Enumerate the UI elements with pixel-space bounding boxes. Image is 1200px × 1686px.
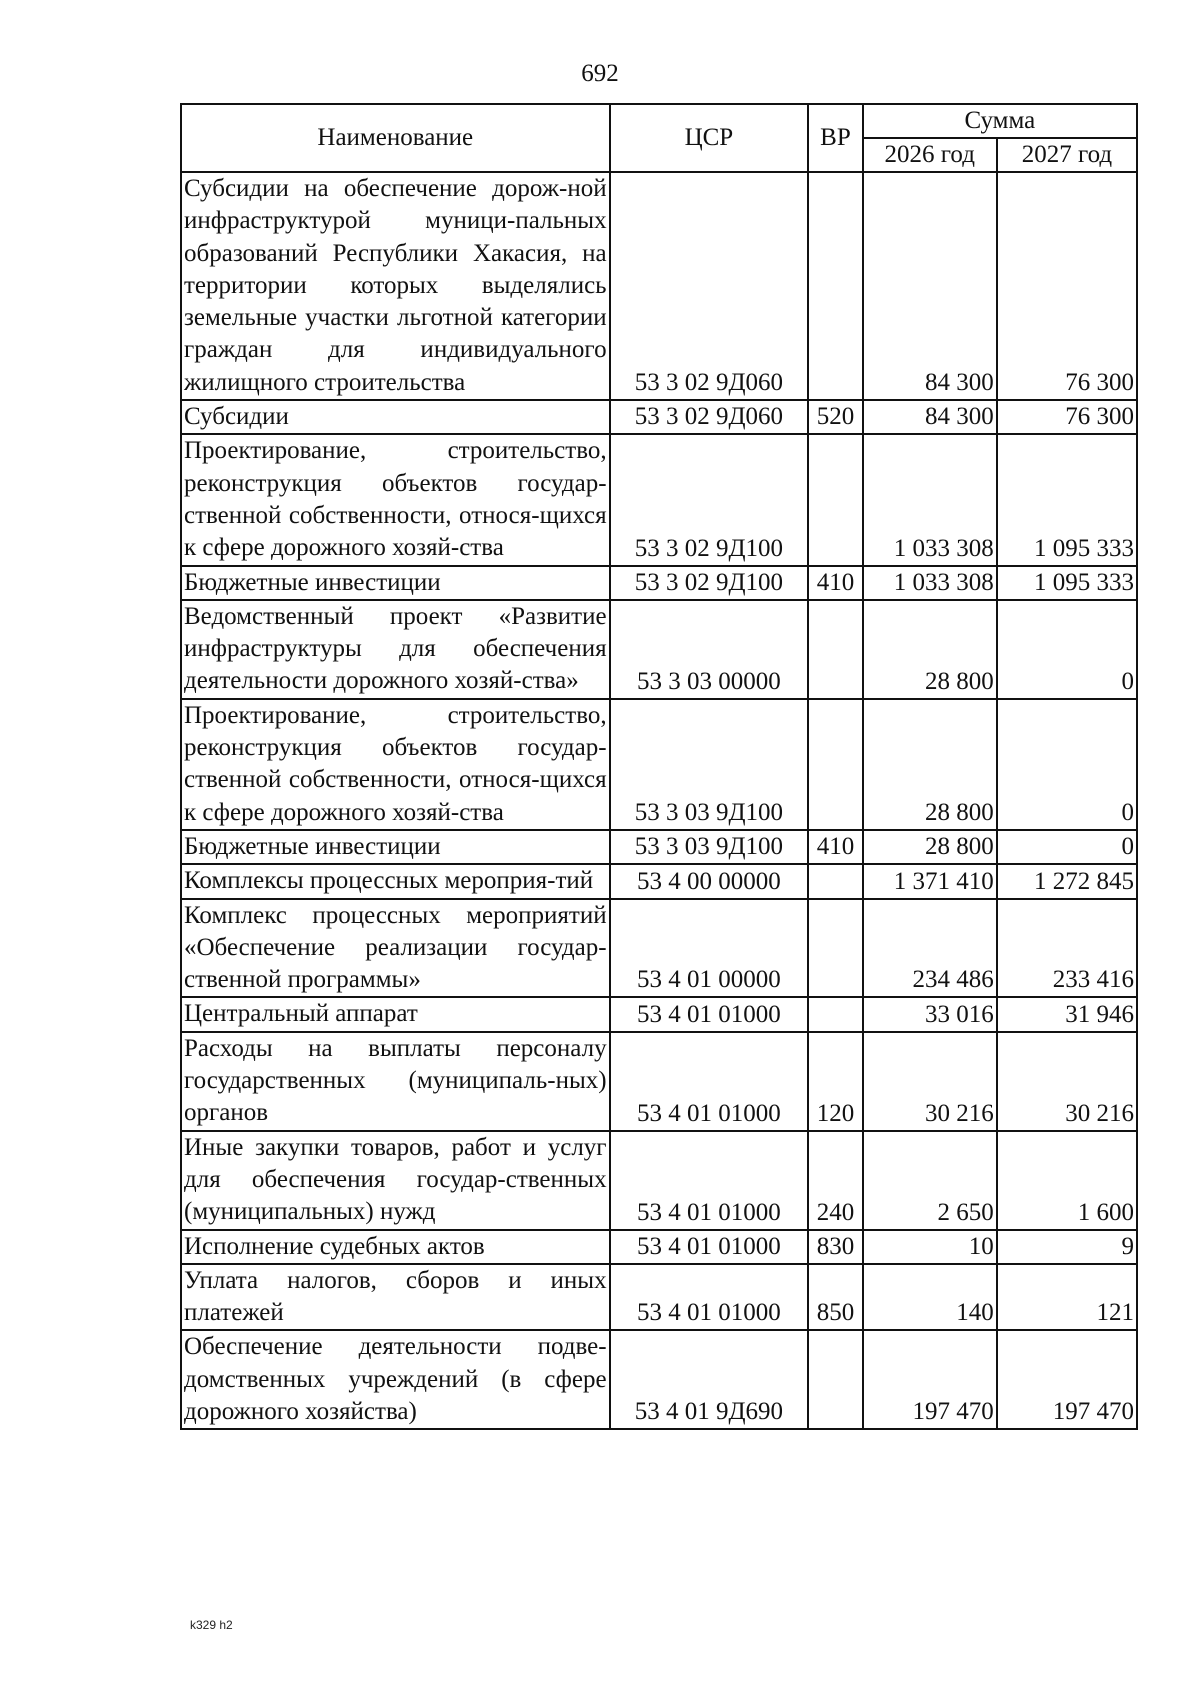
row-vr [808, 1330, 862, 1429]
page-number: 692 [581, 60, 619, 87]
table-row [181, 400, 1137, 434]
table-row [181, 1264, 1137, 1331]
row-csr: 53 4 01 01000 [610, 1230, 809, 1264]
row-sum-2026: 140 [863, 1264, 997, 1331]
header-year-2027: 2027 год [997, 138, 1137, 172]
row-sum-2026: 10 [863, 1230, 997, 1264]
table-row [181, 172, 1137, 400]
row-name: Обеспечение деятельности подве-домственных учреждений (в сфере дорожного хозяйства) [181, 1330, 610, 1429]
row-vr [808, 997, 862, 1031]
table-body [181, 172, 1137, 1429]
row-name: Иные закупки товаров, работ и услуг для обеспечения государ-ственных (муниципальных) нужд [181, 1131, 610, 1230]
row-sum-2027: 0 [997, 600, 1137, 699]
row-name: Комплекс процессных мероприятий «Обеспечение реализации государ-ственной программы» [181, 899, 610, 998]
header-vr: ВР [808, 104, 862, 172]
table-row [181, 1230, 1137, 1264]
row-sum-2026: 28 800 [863, 699, 997, 830]
footer-code: k329 h2 [190, 1618, 233, 1632]
row-name: Бюджетные инвестиции [181, 566, 610, 600]
table-row [181, 1330, 1137, 1429]
table-row [181, 566, 1137, 600]
row-sum-2026: 1 033 308 [863, 566, 997, 600]
row-vr [808, 434, 862, 565]
header-sum: Сумма [863, 104, 1137, 138]
row-sum-2026: 28 800 [863, 600, 997, 699]
row-sum-2026: 28 800 [863, 830, 997, 864]
row-vr: 520 [808, 400, 862, 434]
row-sum-2026: 30 216 [863, 1032, 997, 1131]
row-sum-2027: 0 [997, 699, 1137, 830]
row-vr: 850 [808, 1264, 862, 1331]
row-sum-2027: 76 300 [997, 400, 1137, 434]
row-sum-2027: 197 470 [997, 1330, 1137, 1429]
row-sum-2026: 1 033 308 [863, 434, 997, 565]
row-sum-2027: 1 095 333 [997, 434, 1137, 565]
row-csr: 53 4 01 00000 [610, 899, 809, 998]
row-sum-2026: 33 016 [863, 997, 997, 1031]
row-sum-2026: 2 650 [863, 1131, 997, 1230]
row-csr: 53 4 01 9Д690 [610, 1330, 809, 1429]
row-name: Центральный аппарат [181, 997, 610, 1031]
table-row [181, 1032, 1137, 1131]
row-sum-2026: 197 470 [863, 1330, 997, 1429]
budget-table [180, 103, 1138, 1430]
row-name: Исполнение судебных актов [181, 1230, 610, 1264]
row-csr: 53 4 01 01000 [610, 1264, 809, 1331]
table-row [181, 830, 1137, 864]
table-row [181, 1131, 1137, 1230]
header-name: Наименование [181, 104, 610, 172]
row-vr: 120 [808, 1032, 862, 1131]
table-header [181, 104, 1137, 172]
row-csr: 53 3 02 9Д100 [610, 566, 809, 600]
row-sum-2027: 76 300 [997, 172, 1137, 400]
row-vr [808, 899, 862, 998]
row-name: Субсидии [181, 400, 610, 434]
table-row [181, 899, 1137, 998]
row-csr: 53 3 02 9Д100 [610, 434, 809, 565]
row-sum-2026: 84 300 [863, 172, 997, 400]
row-name: Субсидии на обеспечение дорож-ной инфраструктурой муници-пальных образований Республики Хакасия, на территории которых выделялись земельные участки льготной категории граждан для индивидуального жилищного строительства [181, 172, 610, 400]
row-name: Уплата налогов, сборов и иных платежей [181, 1264, 610, 1331]
row-name: Бюджетные инвестиции [181, 830, 610, 864]
row-csr: 53 3 03 9Д100 [610, 699, 809, 830]
table-row [181, 864, 1137, 898]
row-csr: 53 3 03 00000 [610, 600, 809, 699]
row-sum-2027: 9 [997, 1230, 1137, 1264]
table-row [181, 997, 1137, 1031]
table-row [181, 600, 1137, 699]
row-name: Проектирование, строительство, реконструкция объектов государ-ственной собственности, относя-щихся к сфере дорожного хозяй-ства [181, 699, 610, 830]
row-sum-2027: 121 [997, 1264, 1137, 1331]
row-name: Расходы на выплаты персоналу государственных (муниципаль-ных) органов [181, 1032, 610, 1131]
header-year-2026: 2026 год [863, 138, 997, 172]
row-sum-2027: 1 272 845 [997, 864, 1137, 898]
row-csr: 53 3 03 9Д100 [610, 830, 809, 864]
row-sum-2026: 234 486 [863, 899, 997, 998]
row-vr: 240 [808, 1131, 862, 1230]
row-sum-2027: 233 416 [997, 899, 1137, 998]
row-vr [808, 699, 862, 830]
row-sum-2027: 1 600 [997, 1131, 1137, 1230]
row-sum-2027: 31 946 [997, 997, 1137, 1031]
row-csr: 53 4 01 01000 [610, 997, 809, 1031]
row-vr [808, 864, 862, 898]
row-csr: 53 4 00 00000 [610, 864, 809, 898]
row-sum-2027: 1 095 333 [997, 566, 1137, 600]
row-name: Ведомственный проект «Развитие инфраструктуры для обеспечения деятельности дорожного хозяй-ства» [181, 600, 610, 699]
row-csr: 53 3 02 9Д060 [610, 172, 809, 400]
row-sum-2027: 0 [997, 830, 1137, 864]
row-vr: 830 [808, 1230, 862, 1264]
row-name: Комплексы процессных мероприя-тий [181, 864, 610, 898]
row-sum-2027: 30 216 [997, 1032, 1137, 1131]
row-name: Проектирование, строительство, реконструкция объектов государ-ственной собственности, относя-щихся к сфере дорожного хозяй-ства [181, 434, 610, 565]
table-row [181, 434, 1137, 565]
row-sum-2026: 84 300 [863, 400, 997, 434]
row-csr: 53 4 01 01000 [610, 1131, 809, 1230]
table-row [181, 699, 1137, 830]
row-csr: 53 3 02 9Д060 [610, 400, 809, 434]
row-vr [808, 600, 862, 699]
header-csr: ЦСР [610, 104, 809, 172]
row-csr: 53 4 01 01000 [610, 1032, 809, 1131]
row-sum-2026: 1 371 410 [863, 864, 997, 898]
row-vr: 410 [808, 566, 862, 600]
row-vr: 410 [808, 830, 862, 864]
row-vr [808, 172, 862, 400]
